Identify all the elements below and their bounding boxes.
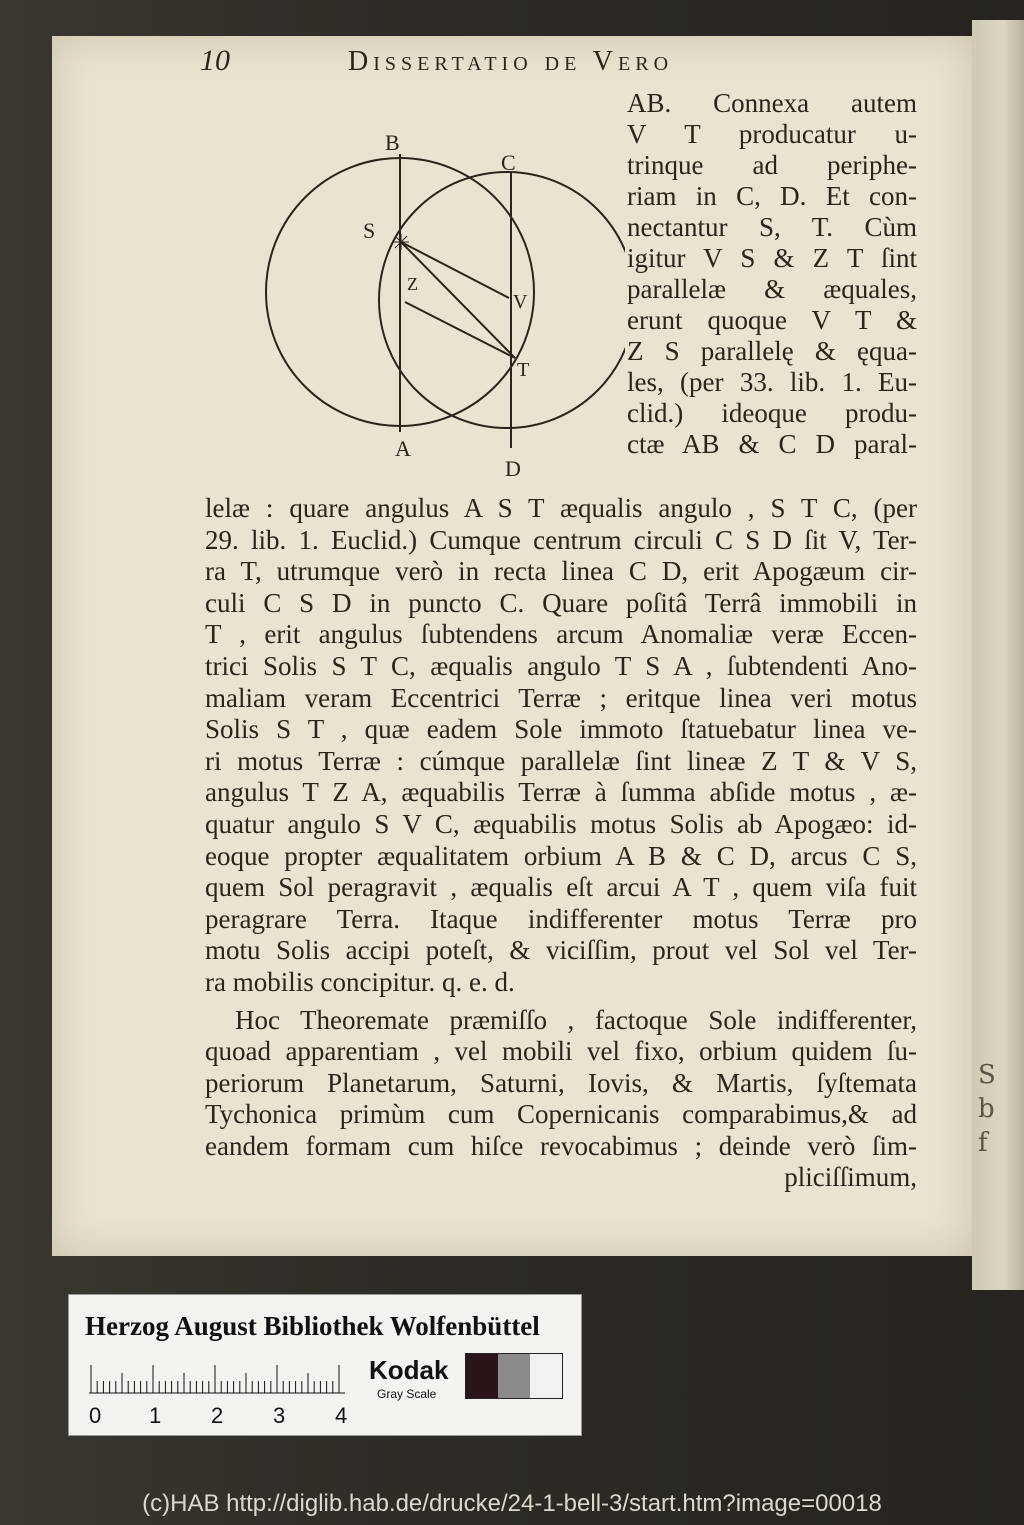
side-text-block [627,88,917,460]
ruler-number: 4 [335,1403,348,1425]
page-header [200,44,760,84]
text-line: erunt quoque V T & [627,305,917,335]
text-line: igitur V S & Z T ſint [627,243,917,273]
swatch-light [530,1354,562,1398]
adjacent-page-mark: S [978,1060,996,1090]
text-line: les, (per 33. lib. 1. Eu- [627,367,917,397]
label-s: S [363,218,376,243]
label-z: Z [407,274,418,294]
text-line: lelæ : quare angulus A S T æqualis angulo , S T C, (per [205,493,917,523]
text-line: motu Solis accipi poteſt, & viciſſim, prout vel Sol vel Ter- [205,935,917,966]
text-line: T , erit angulus ſubtendens arcum Anomaliæ veræ Eccen- [205,619,917,650]
text-line: Tychonica primùm cum Copernicanis comparabimus,& ad [205,1099,917,1130]
text-line: ra mobilis concipitur. q. e. d. [205,966,515,997]
text-line: clid.) ideoque produ- [627,398,917,428]
text-line: peragrare Terra. Itaque indifferenter motus Terræ pro [205,903,917,934]
text-line: AB. Connexa autem [627,88,917,118]
kodak-subtitle: Gray Scale [377,1387,437,1401]
line-s-t [401,242,515,358]
text-line: Solis S T , quæ eadem Sole immoto ſtatuebatur linea ve- [205,714,917,745]
text-line: quem Sol peragravit , æqualis eſt arcui A T , quem viſa fuit [205,872,917,903]
text-line: Hoc Theoremate præmiſſo , factoque Sole indifferenter, [235,1004,917,1035]
swatch-mid [498,1354,530,1398]
text-line: maliam veram Eccentrici Terræ ; eritque linea veri motus [205,682,917,713]
ruler-number: 3 [273,1403,286,1425]
adjacent-page-mark: f [978,1128,988,1158]
library-label-card [68,1294,582,1436]
kodak-logo: Kodak [369,1355,449,1385]
swatch-dark [466,1354,498,1398]
line-z-t [405,302,515,358]
text-line: eandem formam cum hiſce revocabimus ; deinde verò ſim- [205,1130,917,1161]
text-line: quoad apparentiam , vel mobili vel fixo, orbium quidem ſu- [205,1036,917,1067]
geometric-diagram [215,92,625,492]
text-line: trici Solis S T C, æqualis angulo T S A , ſubtendenti Ano- [205,650,917,681]
body-text-block [205,493,917,1194]
text-line: quatur angulo S V C, æquabilis motus Solis ab Apogæo: id- [205,808,917,839]
text-line: ri motus Terræ : cúmque parallelæ ſint lineæ Z T & V S, [205,745,917,776]
library-name: Herzog August Bibliothek Wolfenbüttel [85,1311,540,1341]
label-d: D [505,456,521,481]
sun-symbol [393,234,409,250]
ruler-number: 1 [149,1403,162,1425]
text-line: periorum Planetarum, Saturni, Iovis, & Martis, ſyſtemata [205,1067,917,1098]
ruler-number: 2 [211,1403,224,1425]
text-line: Z S parallelę & ęqua- [627,336,917,366]
scale-ruler [89,1365,349,1425]
label-t: T [517,359,530,381]
label-v: V [513,291,528,313]
label-c: C [501,150,516,175]
text-line: trinque ad periphe- [627,150,917,180]
text-line: riam in C, D. Et con- [627,181,917,211]
label-b: B [385,130,400,155]
adjacent-page-edge [972,20,1024,1290]
text-line: ra T, utrumque verò in recta linea C D, erit Apogæum cir- [205,556,917,587]
text-line: angulus T Z A, æquabilis Terræ à ſumma abſide motus , æ- [205,777,917,808]
catchword: pliciſſimum, [784,1162,917,1193]
circle-cd [379,172,625,428]
gray-scale-swatches [465,1353,563,1399]
ruler-number: 0 [89,1403,102,1425]
copyright-footer: (c)HAB http://diglib.hab.de/drucke/24-1-bell-3/start.htm?image=00018 [142,1490,882,1517]
text-line: 29. lib. 1. Euclid.) Cumque centrum circuli C S D ſit V, Ter- [205,524,917,555]
text-line: V T producatur u- [627,119,917,149]
label-a: A [395,436,411,461]
adjacent-page-mark: b [978,1094,995,1124]
text-line: nectantur S, T. Cùm [627,212,917,242]
text-line: eoque propter æqualitatem orbium A B & C D, arcus C S, [205,840,917,871]
page-number: 10 [200,44,230,77]
running-head: Dissertatio de Vero [348,46,674,77]
text-line: parallelæ & æquales, [627,274,917,304]
text-line: culi C S D in puncto C. Quare poſitâ Terrâ immobili in [205,587,917,618]
text-line: ctæ AB & C D paral- [627,429,917,459]
